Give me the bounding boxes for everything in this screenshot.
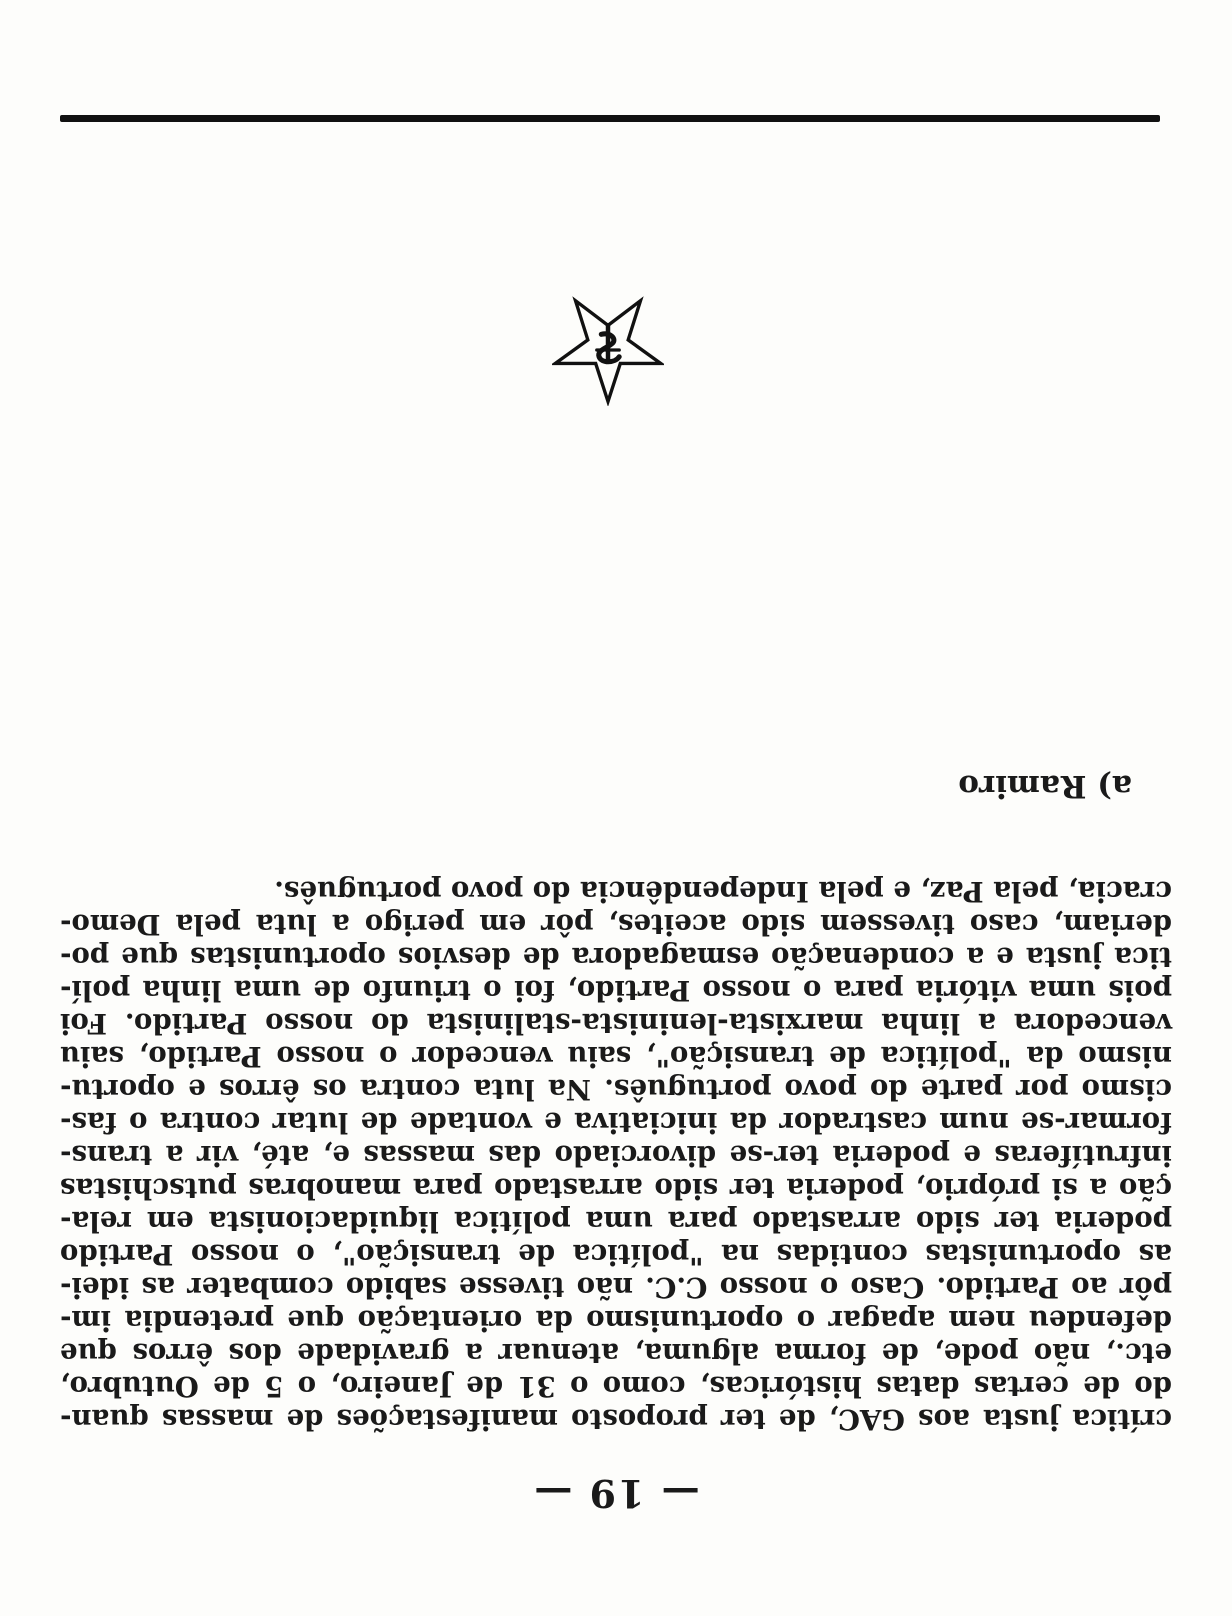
text-line: nismo da "política de transição", saiu vencedor o nosso Partido, saiu [60,1040,1172,1073]
star-emblem-icon [552,294,664,406]
text-line: poderia ter sido arrastado para uma política liquidacionista em rela- [60,1205,1172,1238]
text-line: vencedora a linha marxista-leninista-stalinista do nosso Partido. Foi [60,1007,1172,1040]
text-line: formar-se num castrador da iniciativa e vontade de lutar contra o fas- [60,1106,1172,1139]
text-line: tica justa e a condenação esmagadora de desvios oportunistas que po- [60,941,1172,974]
text-line: infrutíferas e poderia ter-se divorciado das massas e, até, vir a trans- [60,1139,1172,1172]
text-line: pôr ao Partido. Caso o nosso C.C. não tivesse sabido combater as idei- [60,1271,1172,1304]
text-line: defendeu nem apagar o oportunismo da orientação que pretendia im- [60,1304,1172,1337]
page-number: — 19 — [532,1471,700,1516]
text-line: deriam, caso tivessem sido aceites, pôr em perigo a luta pela Demo- [60,908,1172,941]
horizontal-rule [60,115,1160,122]
text-line: etc., não pode, de forma alguma, atenuar a gravidade dos êrros que [60,1337,1172,1370]
text-line: crítica justa aos GAC, de ter proposto manifestações de massas quan- [60,1403,1172,1436]
text-line: do de certas datas históricas, como o 31 de Janeiro, o 5 de Outubro, [60,1370,1172,1403]
text-line: ção a si próprio, poderia ter sido arrastado para manobras putschistas [60,1172,1172,1205]
text-line: cismo por parte do povo português. Na luta contra os êrros e oportu- [60,1073,1172,1106]
text-line: as oportunistas contidas na "política de transição", o nosso Partido [60,1238,1172,1271]
body-paragraph [60,875,1172,1436]
text-line: pois uma vitória para o nosso Partido, foi o triunfo de uma linha polí- [60,974,1172,1007]
signature: a) Ramiro [958,768,1132,804]
text-line: cracia, pela Paz, e pela Independência do povo português. [274,875,1172,908]
